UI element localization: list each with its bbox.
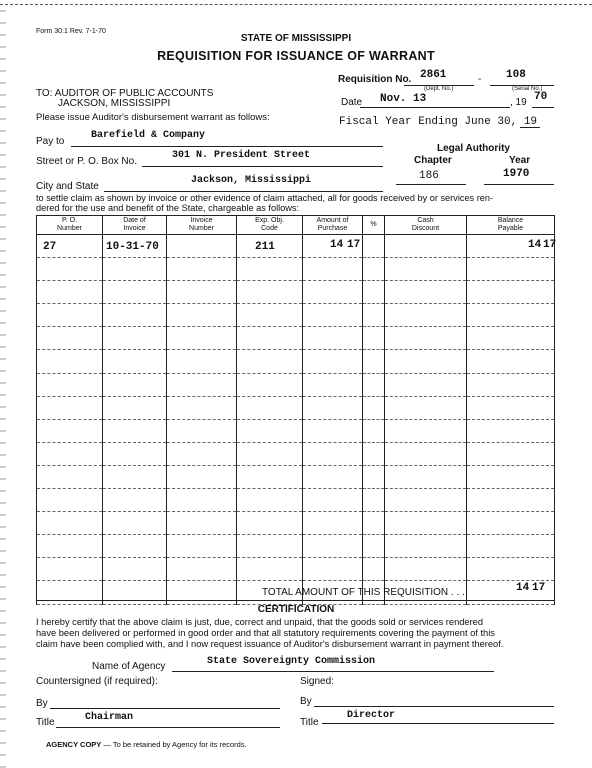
certification-heading: CERTIFICATION [257, 604, 335, 615]
header-amount-of-purchase [303, 216, 363, 235]
header-exp-obj-code [237, 216, 303, 235]
table-cell [37, 258, 103, 281]
title-value-left: Chairman [85, 712, 134, 723]
table-cell [37, 442, 103, 465]
table-cell [385, 258, 467, 281]
by-line-left [50, 708, 280, 709]
signed-label: Signed: [300, 676, 334, 687]
header-po-text: P. O. Number [57, 217, 82, 232]
table-row [37, 396, 555, 419]
table-cell [167, 512, 237, 535]
settle-text-line1: to settle claim as shown by invoice or other evidence of claim attached, all for goods received by or services ren- [36, 193, 494, 203]
table-cell [385, 558, 467, 581]
title-line-left [56, 727, 280, 728]
table-cell [237, 373, 303, 396]
header-po-number [37, 216, 103, 235]
table-cell [103, 558, 167, 581]
total-label: TOTAL AMOUNT OF THIS REQUISITION . . . [262, 587, 465, 598]
table-cell [363, 350, 385, 373]
serial-no-value: 108 [506, 69, 526, 81]
table-cell [237, 512, 303, 535]
total-dollars-value: 14 [516, 582, 530, 594]
table-cell [303, 535, 363, 558]
table-cell [303, 396, 363, 419]
legal-authority-heading: Legal Authority [437, 143, 510, 154]
table-cell [237, 558, 303, 581]
table-cell [385, 373, 467, 396]
table-body [37, 235, 555, 605]
table-cell [103, 327, 167, 350]
table-cell [385, 489, 467, 512]
claim-table [36, 215, 555, 605]
table-cell [103, 512, 167, 535]
table-cell [385, 350, 467, 373]
cell-cash-discount [385, 235, 467, 258]
table-cell [385, 396, 467, 419]
table-cell [303, 350, 363, 373]
table-cell [237, 535, 303, 558]
title-label-right: Title [300, 717, 319, 728]
amount-dollars-value: 14 [330, 239, 344, 251]
date-year-prefix: , 19 [510, 97, 527, 108]
table-cell [303, 327, 363, 350]
cell-po-number [37, 235, 103, 258]
dept-no-caption: (Dept. No.) [424, 86, 454, 92]
table-cell [467, 396, 555, 419]
table-row [37, 419, 555, 442]
table-cell [37, 558, 103, 581]
table-cell [363, 465, 385, 488]
header-invoice-text: Invoice Number [189, 217, 214, 232]
table-cell [363, 396, 385, 419]
table-row [37, 535, 555, 558]
table-row [37, 235, 555, 258]
table-cell [303, 442, 363, 465]
table-cell [37, 489, 103, 512]
title-line-right [322, 723, 554, 724]
table-cell [167, 489, 237, 512]
table-cell [103, 419, 167, 442]
table-cell [103, 442, 167, 465]
chapter-value: 186 [419, 170, 439, 182]
instruction-text: Please issue Auditor's disbursement warrant as follows: [36, 112, 270, 123]
table-cell [467, 304, 555, 327]
city-line [104, 191, 383, 192]
certification-line2: have been delivered or performed in good order and that all statutory requirements covering the payment of this [36, 628, 495, 638]
table-cell [167, 281, 237, 304]
requisition-dash: - [478, 74, 482, 85]
table-cell [363, 558, 385, 581]
table-cell [385, 419, 467, 442]
table-cell [303, 304, 363, 327]
form-title: REQUISITION FOR ISSUANCE OF WARRANT [157, 49, 435, 63]
table-cell [385, 281, 467, 304]
table-cell [167, 373, 237, 396]
header-code-text: Exp. Obj. Code [255, 217, 284, 232]
certification-line1: I hereby certify that the above claim is just, due, correct and unpaid, that the goods sold or services rendered [36, 617, 484, 627]
form-number: Form 30.1 Rev. 7-1-70 [36, 28, 106, 35]
table-cell [363, 258, 385, 281]
street-label: Street or P. O. Box No. [36, 156, 137, 167]
header-cash-discount [385, 216, 467, 235]
table-row [37, 489, 555, 512]
requisition-label: Requisition No. [338, 74, 412, 85]
table-cell [237, 442, 303, 465]
header-percent [363, 216, 385, 235]
table-row [37, 281, 555, 304]
table-cell [467, 373, 555, 396]
table-cell [167, 465, 237, 488]
table-cell [37, 373, 103, 396]
countersigned-label: Countersigned (if required): [36, 676, 158, 687]
cell-balance-payable [467, 235, 555, 258]
fiscal-year-label: Fiscal Year Ending June 30, 19 [339, 116, 538, 128]
date-value: Nov. 13 [380, 93, 427, 105]
table-cell [303, 558, 363, 581]
perforation-line [0, 4, 592, 5]
cell-invoice-number [167, 235, 237, 258]
table-cell [167, 304, 237, 327]
by-line-right [314, 706, 554, 707]
table-cell [363, 489, 385, 512]
table-row [37, 304, 555, 327]
certification-line3: claim have been complied with, and I now request issuance of Auditor's disbursement warrant in payment thereof. [36, 639, 504, 649]
table-cell [37, 281, 103, 304]
table-cell [467, 535, 555, 558]
addressee-line2: JACKSON, MISSISSIPPI [58, 98, 171, 109]
table-cell [37, 419, 103, 442]
cell-exp-obj-code [237, 235, 303, 258]
table-cell [103, 304, 167, 327]
table-cell [167, 419, 237, 442]
header-percent-text: % [370, 221, 377, 228]
year-value: 1970 [503, 168, 530, 180]
cell-percent [363, 235, 385, 258]
table-cell [385, 535, 467, 558]
table-cell [303, 489, 363, 512]
table-cell [37, 512, 103, 535]
total-cents-value: 17 [532, 582, 546, 594]
year-label: Year [509, 155, 531, 166]
invoice-number-value [167, 241, 173, 253]
table-cell [37, 350, 103, 373]
amount-cents-value: 17 [347, 239, 361, 251]
chapter-label: Chapter [414, 155, 452, 166]
state-heading: STATE OF MISSISSIPPI [240, 33, 352, 44]
table-cell [303, 258, 363, 281]
table-cell [385, 442, 467, 465]
table-cell [385, 465, 467, 488]
agency-value: State Sovereignty Commission [207, 656, 376, 667]
agency-line [172, 671, 494, 672]
table-cell [103, 258, 167, 281]
table-cell [237, 465, 303, 488]
table-cell [303, 281, 363, 304]
agency-copy-note: — To be retained by Agency for its records. [103, 740, 247, 749]
table-cell [103, 350, 167, 373]
table-cell [467, 512, 555, 535]
table-cell [363, 419, 385, 442]
table-cell [303, 465, 363, 488]
table-cell [103, 396, 167, 419]
header-date-text: Date of Invoice [123, 217, 146, 232]
table-cell [167, 442, 237, 465]
pay-to-line [71, 146, 383, 147]
table-row [37, 465, 555, 488]
cell-amount-of-purchase [303, 235, 363, 258]
exp-obj-code-value: 211 [255, 240, 275, 253]
table-cell [467, 327, 555, 350]
table-cell [467, 419, 555, 442]
table-cell [37, 327, 103, 350]
year-line [484, 184, 554, 185]
table-cell [467, 489, 555, 512]
pay-to-label: Pay to [36, 136, 65, 147]
table-cell [467, 258, 555, 281]
date-line [360, 107, 510, 108]
table-cell [167, 535, 237, 558]
table-row [37, 558, 555, 581]
table-cell [37, 304, 103, 327]
table-cell [385, 304, 467, 327]
table-cell [303, 512, 363, 535]
by-label-right: By [300, 696, 312, 707]
table-cell [363, 535, 385, 558]
date-year-line [532, 107, 554, 108]
header-balance-text: Balance Payable [497, 217, 524, 232]
footer-note [46, 740, 247, 749]
tractor-feed-holes [0, 0, 6, 768]
addressee-line1: TO: AUDITOR OF PUBLIC ACCOUNTS [36, 88, 214, 99]
by-label-left: By [36, 698, 48, 709]
table-cell [363, 373, 385, 396]
table-cell [167, 327, 237, 350]
title-label-left: Title [36, 717, 55, 728]
fiscal-year-line [520, 127, 540, 128]
city-value: Jackson, Mississippi [191, 175, 312, 186]
table-cell [303, 373, 363, 396]
table-cell [467, 558, 555, 581]
table-cell [103, 373, 167, 396]
table-row [37, 512, 555, 535]
table-cell [237, 304, 303, 327]
table-cell [467, 442, 555, 465]
table-cell [385, 327, 467, 350]
table-row [37, 327, 555, 350]
table-cell [103, 281, 167, 304]
header-balance-payable [467, 216, 555, 235]
table-cell [237, 489, 303, 512]
pay-to-value: Barefield & Company [91, 130, 206, 141]
table-cell [467, 281, 555, 304]
table-row [37, 442, 555, 465]
street-value: 301 N. President Street [172, 150, 311, 161]
date-label: Date [341, 97, 363, 108]
dept-no-value: 2861 [420, 69, 447, 81]
balance-cents-value: 17 [543, 239, 557, 251]
table-cell [363, 281, 385, 304]
header-discount-text: Cash Discount [411, 217, 440, 232]
table-row [37, 373, 555, 396]
table-cell [363, 304, 385, 327]
table-cell [167, 558, 237, 581]
table-cell [303, 419, 363, 442]
table-cell [167, 258, 237, 281]
agency-label: Name of Agency [92, 661, 166, 672]
table-cell [467, 350, 555, 373]
total-underline [36, 600, 554, 601]
balance-dollars-value: 14 [528, 239, 542, 251]
table-cell [167, 350, 237, 373]
agency-copy-label: AGENCY COPY [46, 740, 102, 749]
table-cell [363, 327, 385, 350]
table-cell [237, 419, 303, 442]
table-cell [363, 512, 385, 535]
table-cell [237, 281, 303, 304]
table-cell [103, 489, 167, 512]
invoice-date-value: 10-31-70 [106, 240, 159, 253]
header-invoice-number [167, 216, 237, 235]
po-number-value: 27 [43, 240, 57, 253]
table-cell [363, 442, 385, 465]
table-cell [237, 396, 303, 419]
table-cell [467, 465, 555, 488]
city-label: City and State [36, 181, 99, 192]
table-row [37, 350, 555, 373]
table-cell [237, 327, 303, 350]
header-amount-text: Amount of Purchase [316, 217, 349, 232]
settle-text-line2: dered for the use and benefit of the State, chargeable as follows: [36, 203, 300, 213]
street-line [142, 166, 383, 167]
title-value-right: Director [347, 710, 396, 721]
header-date-of-invoice [103, 216, 167, 235]
date-year-value: 70 [534, 91, 548, 103]
table-cell [167, 396, 237, 419]
table-cell [37, 396, 103, 419]
table-header-row [37, 216, 555, 235]
table-cell [103, 535, 167, 558]
table-row [37, 258, 555, 281]
table-cell [237, 258, 303, 281]
table-cell [103, 465, 167, 488]
table-cell [237, 350, 303, 373]
cell-date-of-invoice [103, 235, 167, 258]
chapter-line [396, 184, 466, 185]
table-cell [37, 535, 103, 558]
table-cell [37, 465, 103, 488]
table-cell [385, 512, 467, 535]
serial-no-caption: (Serial No.) [512, 86, 543, 92]
